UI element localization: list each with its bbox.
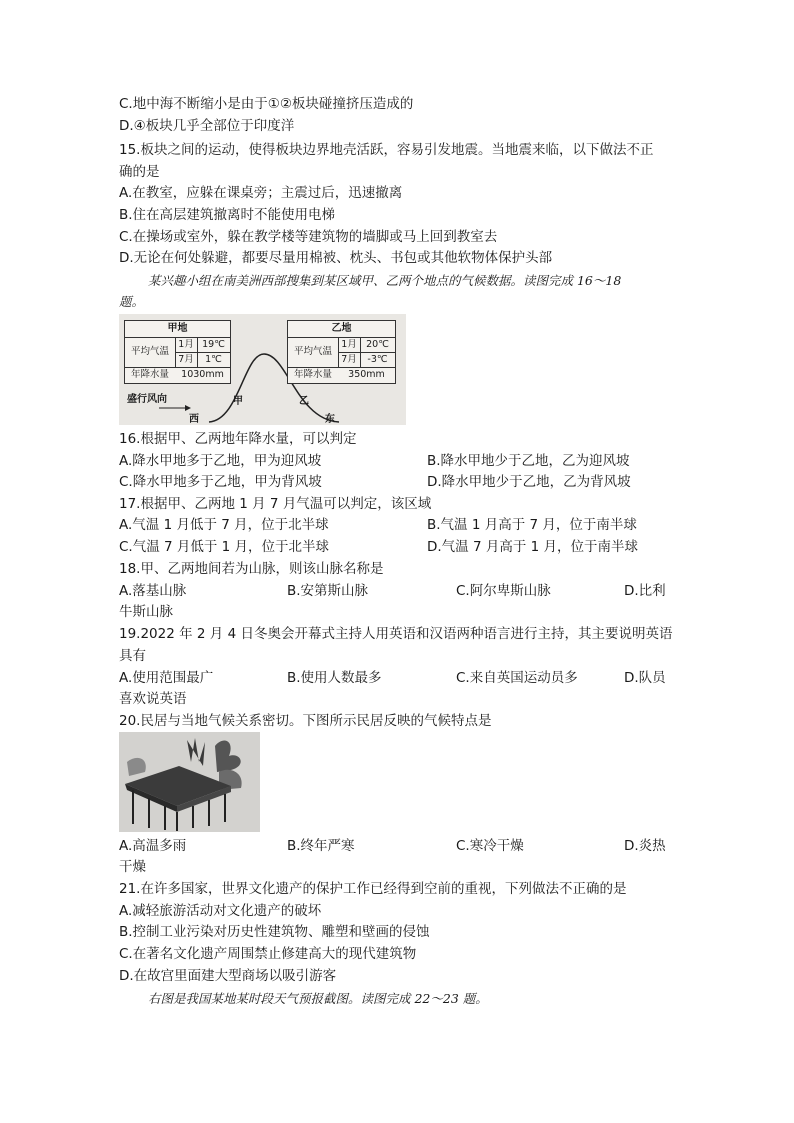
q17-option-b: B.气温 1 月高于 7 月，位于南半球 xyxy=(427,517,637,533)
climate-figure xyxy=(119,314,406,425)
q20-option-d: D.炎热 xyxy=(624,838,666,854)
question-17: 17.根据甲、乙两地 1 月 7 月气温可以判定，该区域 xyxy=(119,496,432,512)
q18-option-a: A.落基山脉 xyxy=(119,583,187,599)
q15-option-c: C.在操场或室外，躲在教学楼等建筑物的墙脚或马上回到教室去 xyxy=(119,229,498,245)
jul-label: 7月 xyxy=(341,354,357,365)
q20-option-a: A.高温多雨 xyxy=(119,838,187,854)
q21-option-b: B.控制工业污染对历史性建筑物、雕塑和壁画的侵蚀 xyxy=(119,924,430,940)
section-intro-16-18: 某兴趣小组在南美洲西部搜集到某区域甲、乙两个地点的气候数据。读图完成 16～18 xyxy=(148,273,622,288)
yi-jul-temp: -3℃ xyxy=(367,354,388,365)
jia-precip: 1030mm xyxy=(181,369,224,380)
question-16: 16.根据甲、乙两地年降水量，可以判定 xyxy=(119,431,357,447)
yi-jan-temp: 20℃ xyxy=(366,339,389,350)
q16-option-c: C.降水甲地多于乙地，甲为背风坡 xyxy=(119,474,322,490)
q16-option-d: D.降水甲地少于乙地，乙为背风坡 xyxy=(427,474,631,490)
section-intro-16-18-cont: 题。 xyxy=(119,294,145,309)
q19-option-d-cont: 喜欢说英语 xyxy=(119,691,187,707)
q21-option-a: A.减轻旅游活动对文化遗产的破坏 xyxy=(119,903,322,919)
q15-option-b: B.住在高层建筑撤离时不能使用电梯 xyxy=(119,207,336,223)
question-15-cont: 确的是 xyxy=(119,164,160,180)
q17-option-a: A.气温 1 月低于 7 月，位于北半球 xyxy=(119,517,329,533)
q15-option-d: D.无论在何处躲避，都要尽量用棉被、枕头、书包或其他软物体保护头部 xyxy=(119,250,553,266)
q19-option-c: C.来自英国运动员多 xyxy=(456,670,578,686)
jan-label: 1月 xyxy=(341,339,357,350)
q15-option-a: A.在教室，应躲在课桌旁；主震过后，迅速撤离 xyxy=(119,185,403,201)
jia-jul-temp: 1℃ xyxy=(205,354,222,365)
yi-table xyxy=(287,320,396,384)
jia-table-title: 甲地 xyxy=(125,321,230,338)
precip-label: 年降水量 xyxy=(130,369,169,380)
q17-option-c: C.气温 7 月低于 1 月，位于北半球 xyxy=(119,539,330,555)
q21-option-d: D.在故宫里面建大型商场以吸引游客 xyxy=(119,968,337,984)
q16-option-b: B.降水甲地少于乙地，乙为迎风坡 xyxy=(427,453,630,469)
question-20: 20.民居与当地气候关系密切。下图所示民居反映的气候特点是 xyxy=(119,713,492,729)
q16-option-a: A.降水甲地多于乙地，甲为迎风坡 xyxy=(119,453,322,469)
question-15: 15.板块之间的运动，使得板块边界地壳活跃，容易引发地震。当地震来临，以下做法不正 xyxy=(119,142,654,158)
east-label: 东 xyxy=(325,414,335,425)
west-label: 西 xyxy=(189,414,199,425)
q17-option-d: D.气温 7 月高于 1 月，位于南半球 xyxy=(427,539,639,555)
q18-option-b: B.安第斯山脉 xyxy=(287,583,369,599)
q18-option-d: D.比利 xyxy=(624,583,666,599)
option-text: C.地中海不断缩小是由于①②板块碰撞挤压造成的 xyxy=(119,96,414,112)
wind-label: 盛行风向 xyxy=(127,394,167,405)
jul-label: 7月 xyxy=(178,354,194,365)
jia-point-label: 甲 xyxy=(233,396,243,407)
question-21: 21.在许多国家，世界文化遗产的保护工作已经得到空前的重视，下列做法不正确的是 xyxy=(119,881,627,897)
option-text: D.④板块几乎全部位于印度洋 xyxy=(119,118,295,134)
q20-option-b: B.终年严寒 xyxy=(287,838,355,854)
stilt-house-photo xyxy=(119,732,260,832)
section-intro-22-23: 右图是我国某地某时段天气预报截图。读图完成 22～23 题。 xyxy=(148,991,488,1006)
yi-table-title: 乙地 xyxy=(288,321,395,338)
avg-temp-label: 平均气温 xyxy=(293,346,332,357)
question-19: 19.2022 年 2 月 4 日冬奥会开幕式主持人用英语和汉语两种语言进行主持，其主要说明英语 xyxy=(119,626,673,642)
q19-option-d: D.队员 xyxy=(624,670,666,686)
jia-table xyxy=(124,320,231,384)
question-19-cont: 具有 xyxy=(119,648,146,664)
q19-option-b: B.使用人数最多 xyxy=(287,670,382,686)
q20-option-c: C.寒冷干燥 xyxy=(456,838,524,854)
jan-label: 1月 xyxy=(178,339,194,350)
q19-option-a: A.使用范围最广 xyxy=(119,670,214,686)
q18-option-c: C.阿尔卑斯山脉 xyxy=(456,583,551,599)
avg-temp-label: 平均气温 xyxy=(130,346,169,357)
jia-jan-temp: 19℃ xyxy=(202,339,225,350)
q20-option-d-cont: 干燥 xyxy=(119,859,146,875)
precip-label: 年降水量 xyxy=(293,369,332,380)
yi-precip: 350mm xyxy=(348,369,385,380)
question-18: 18.甲、乙两地间若为山脉，则该山脉名称是 xyxy=(119,561,384,577)
yi-point-label: 乙 xyxy=(299,396,309,407)
q21-option-c: C.在著名文化遗产周围禁止修建高大的现代建筑物 xyxy=(119,946,417,962)
stilt-house-drawing xyxy=(119,732,260,832)
q18-option-d-cont: 牛斯山脉 xyxy=(119,604,173,620)
